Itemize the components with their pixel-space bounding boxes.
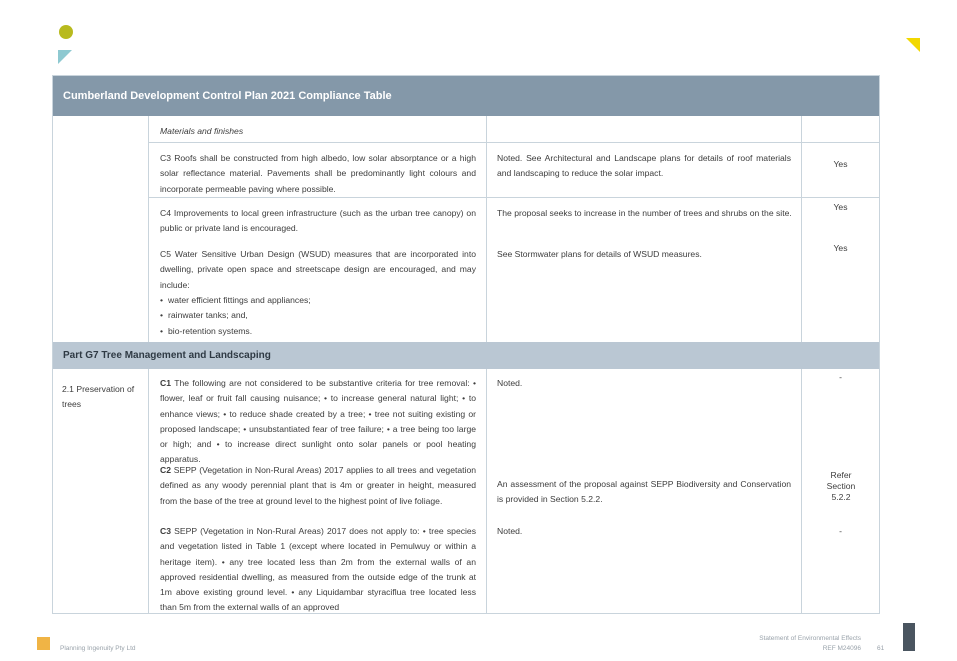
c5-bullet: • bio-retention systems. — [160, 324, 476, 339]
col-divider — [486, 369, 487, 613]
c5-bullet: • rainwater tanks; and, — [160, 308, 476, 323]
c3-label: C3 — [160, 526, 171, 536]
c3-text: SEPP (Vegetation in Non-Rural Areas) 2017 does not apply to: • tree species and vegetation listed in Table 1 (except where located in Pemulwuy or within a heritage item). • any tree located less than 2m from the external walls of an approved residential dwelling, as measured from the outside edge of the trunk at 1m above existing ground level. • any Liquidambar styraciflua tree located less than 5m from the external walls of an approved — [160, 526, 476, 613]
c3-roofs-comment: Noted. See Architectural and Landscape plans for details of roof materials and landscaping to reduce the solar impact. — [497, 153, 791, 179]
c1-requirement — [160, 376, 476, 468]
c5-comment: See Stormwater plans for details of WSUD measures. — [497, 249, 702, 259]
footer-doc-title: Statement of Environmental Effects — [759, 635, 861, 642]
c2-compliance: Refer Section 5.2.2 — [826, 470, 856, 502]
col-divider — [148, 369, 149, 613]
row-divider — [148, 142, 879, 143]
materials-heading: Materials and finishes — [160, 126, 244, 136]
corner-triangle — [906, 38, 920, 52]
control-label: 2.1 Preservation of trees — [62, 384, 135, 410]
col-divider — [486, 116, 487, 342]
table-title: Cumberland Development Control Plan 2021 Compliance Table — [53, 76, 879, 116]
row-divider — [148, 197, 879, 198]
c1-label: C1 — [160, 378, 171, 388]
c2-requirement — [160, 463, 476, 509]
logo-triangle — [58, 50, 72, 64]
logo-dot — [59, 25, 73, 39]
c1-text: The following are not considered to be substantive criteria for tree removal: • flower, leaf or fruit fall causing nuisance; • to increase general natural light; • to enhance views; • to reduce shade created by a tree; • tree not suiting existing or proposed landscape; • unsubstantiated fear of tree failure; • a tree being too large or high; and • to increase direct sunlight onto solar panels or pool heating apparatus. — [160, 378, 476, 465]
footer-logo-square — [37, 637, 50, 650]
footer-company: Planning Ingenuity Pty Ltd — [60, 645, 136, 652]
c5-bullet-list — [160, 293, 476, 339]
c2-comment: An assessment of the proposal against SEPP Biodiversity and Conservation is provided in Section 5.2.2. — [497, 479, 791, 505]
col-divider — [148, 116, 149, 342]
c5-requirement: C5 Water Sensitive Urban Design (WSUD) measures that are incorporated into dwelling, private open space and streetscape design are encouraged, and may include: — [160, 249, 476, 290]
c5-compliance: Yes — [833, 243, 848, 253]
c4-comment: The proposal seeks to increase in the number of trees and shrubs on the site. — [497, 208, 792, 218]
c1-compliance: - — [839, 372, 842, 382]
footer-doc-info — [759, 634, 861, 654]
c2-text: SEPP (Vegetation in Non-Rural Areas) 2017 applies to all trees and vegetation defined as any woody perennial plant that is 4m or greater in height, measured from the base of the tree at ground level to the highest point of live foliage. — [160, 465, 476, 506]
c2-label: C2 — [160, 465, 171, 475]
c3-compliance: - — [839, 526, 842, 536]
compliance-table — [52, 75, 880, 614]
page-number: 61 — [877, 645, 885, 652]
col-divider — [801, 369, 802, 613]
c1-comment: Noted. — [497, 378, 523, 388]
c4-compliance: Yes — [833, 202, 848, 212]
c3-roofs-compliance: Yes — [833, 159, 848, 169]
footer-ref: REF M24096 — [822, 645, 861, 652]
c3-requirement — [160, 524, 476, 614]
c5-bullet: • water efficient fittings and appliances; — [160, 293, 476, 308]
col-divider — [801, 116, 802, 342]
c3-roofs-requirement: C3 Roofs shall be constructed from high albedo, low solar absorptance or a high solar reflectance material. Pavements shall be predominantly light colours and incorporate permeable paving where possible. — [160, 153, 476, 194]
footer-bar — [903, 623, 915, 651]
c4-requirement: C4 Improvements to local green infrastructure (such as the urban tree canopy) on public or private land is encouraged. — [160, 208, 476, 234]
c3-comment: Noted. — [497, 526, 523, 536]
section-heading: Part G7 Tree Management and Landscaping — [53, 342, 879, 369]
